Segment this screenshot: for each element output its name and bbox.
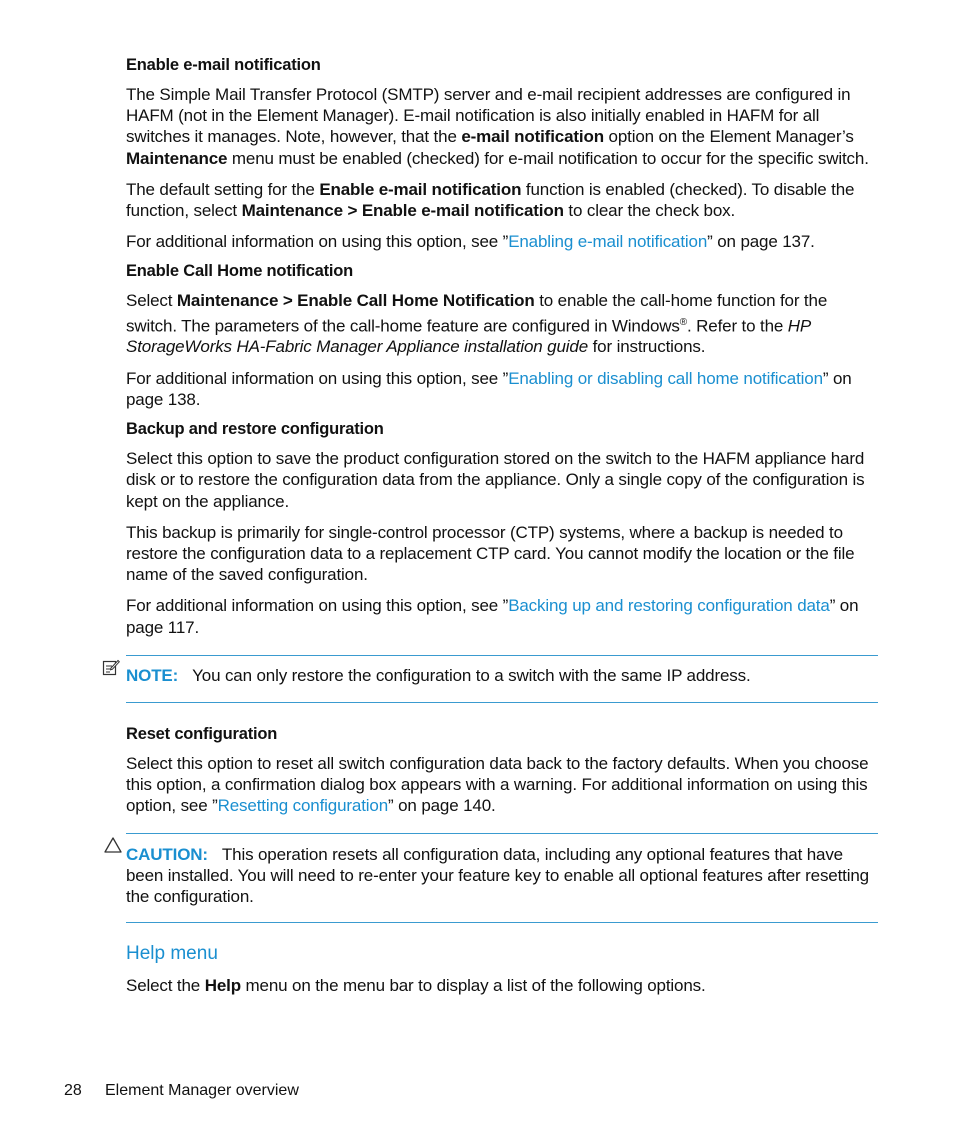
note-callout <box>126 656 878 702</box>
ui-term: Maintenance > Enable Call Home Notification <box>176 291 535 311</box>
paragraph <box>126 753 878 817</box>
caution-text: This operation resets all configuration data, including any optional features that have been installed. You will need to re-enter your feature key to enable all optional features after resetting the configuration. <box>126 844 869 906</box>
xref-link-callhome[interactable]: Enabling or disabling call home notification <box>508 368 823 388</box>
text-run: Select <box>126 291 177 311</box>
heading-backup-restore: Backup and restore configuration <box>126 420 384 439</box>
text-run: menu must be enabled (checked) for e-mail notification to occur for the specific switch. <box>227 148 869 168</box>
note-label: NOTE: <box>126 665 179 685</box>
note-pencil-icon <box>102 658 120 676</box>
paragraph <box>126 595 878 637</box>
footer-title: Element Manager overview <box>105 1082 299 1099</box>
page-number: 28 <box>64 1082 82 1099</box>
ui-term: Maintenance > Enable e-mail notification <box>241 201 564 221</box>
xref-link-resetting[interactable]: Resetting configuration <box>217 796 389 816</box>
heading-enable-callhome: Enable Call Home notification <box>126 262 354 281</box>
text-run: ” on page 117. <box>126 596 859 637</box>
text-run: to clear the check box. <box>563 201 736 221</box>
paragraph <box>126 975 878 996</box>
paragraph <box>126 179 878 221</box>
paragraph <box>126 290 878 357</box>
text-run: ” on page 138. <box>126 368 852 409</box>
heading-help-menu: Help menu <box>126 943 218 965</box>
text-run: For additional information on using this option, see ” <box>126 232 509 252</box>
doc-title: HP StorageWorks HA-Fabric Manager Appliance installation guide <box>126 316 811 357</box>
text-run: ” on page 140. <box>388 796 496 816</box>
paragraph: Select this option to save the product configuration stored on the switch to the HAFM appliance hard disk or to restore the configuration data from the appliance. Only a single copy of the configuration is kept on the appliance. <box>126 449 865 511</box>
divider <box>126 702 878 703</box>
text-run: ” on page 137. <box>707 232 815 252</box>
text-run: The default setting for the <box>126 179 320 199</box>
text-run: For additional information on using this option, see ” <box>126 368 509 388</box>
heading-reset-config: Reset configuration <box>126 724 278 743</box>
caution-label: CAUTION: <box>126 844 208 864</box>
ui-term: Help <box>204 976 241 996</box>
text-run: . Refer to the <box>687 316 788 336</box>
ui-term: Enable e-mail notification <box>319 179 522 199</box>
ui-term: Maintenance <box>126 148 228 168</box>
paragraph: This backup is primarily for single-control processor (CTP) systems, where a backup is needed to restore the configuration data to a replacement CTP card. You cannot modify the location or the file name of the saved configuration. <box>126 522 855 585</box>
caution-triangle-icon <box>104 836 122 854</box>
text-run: to enable the call-home function for the switch. The parameters of the call-home feature are configured in Windows <box>126 291 828 336</box>
page-content <box>126 56 878 1006</box>
paragraph <box>126 368 878 410</box>
text-run: for instructions. <box>588 337 706 357</box>
text-run: option on the Element Manager’s <box>603 127 854 147</box>
divider <box>126 922 878 923</box>
text-run: The Simple Mail Transfer Protocol (SMTP) server and e-mail recipient addresses are configured in HAFM (not in the Element Manager). E-mail notification is also initially enabled in HAFM for all switches it manages. Note, however, that the <box>126 85 851 147</box>
text-run: function is enabled (checked). To disable the function, select <box>126 179 855 221</box>
heading-enable-email: Enable e-mail notification <box>126 56 321 74</box>
text-run: Select the <box>126 976 205 996</box>
paragraph <box>126 84 878 169</box>
page-footer <box>64 1082 299 1100</box>
paragraph <box>126 231 878 252</box>
registered-mark: ® <box>679 316 688 328</box>
text-run: Select this option to reset all switch configuration data back to the factory defaults. When you choose this option, a confirmation dialog box appears with a warning. For additional information on using this option, see ” <box>126 753 869 816</box>
note-text: You can only restore the configuration to a switch with the same IP address. <box>192 665 751 685</box>
text-run: menu on the menu bar to display a list of the following options. <box>240 976 706 996</box>
xref-link-backup[interactable]: Backing up and restoring configuration data <box>508 596 830 616</box>
caution-callout <box>126 834 878 923</box>
text-run: For additional information on using this option, see ” <box>126 596 509 616</box>
xref-link-enabling-email[interactable]: Enabling e-mail notification <box>508 232 708 252</box>
ui-term: e-mail notification <box>461 127 604 147</box>
